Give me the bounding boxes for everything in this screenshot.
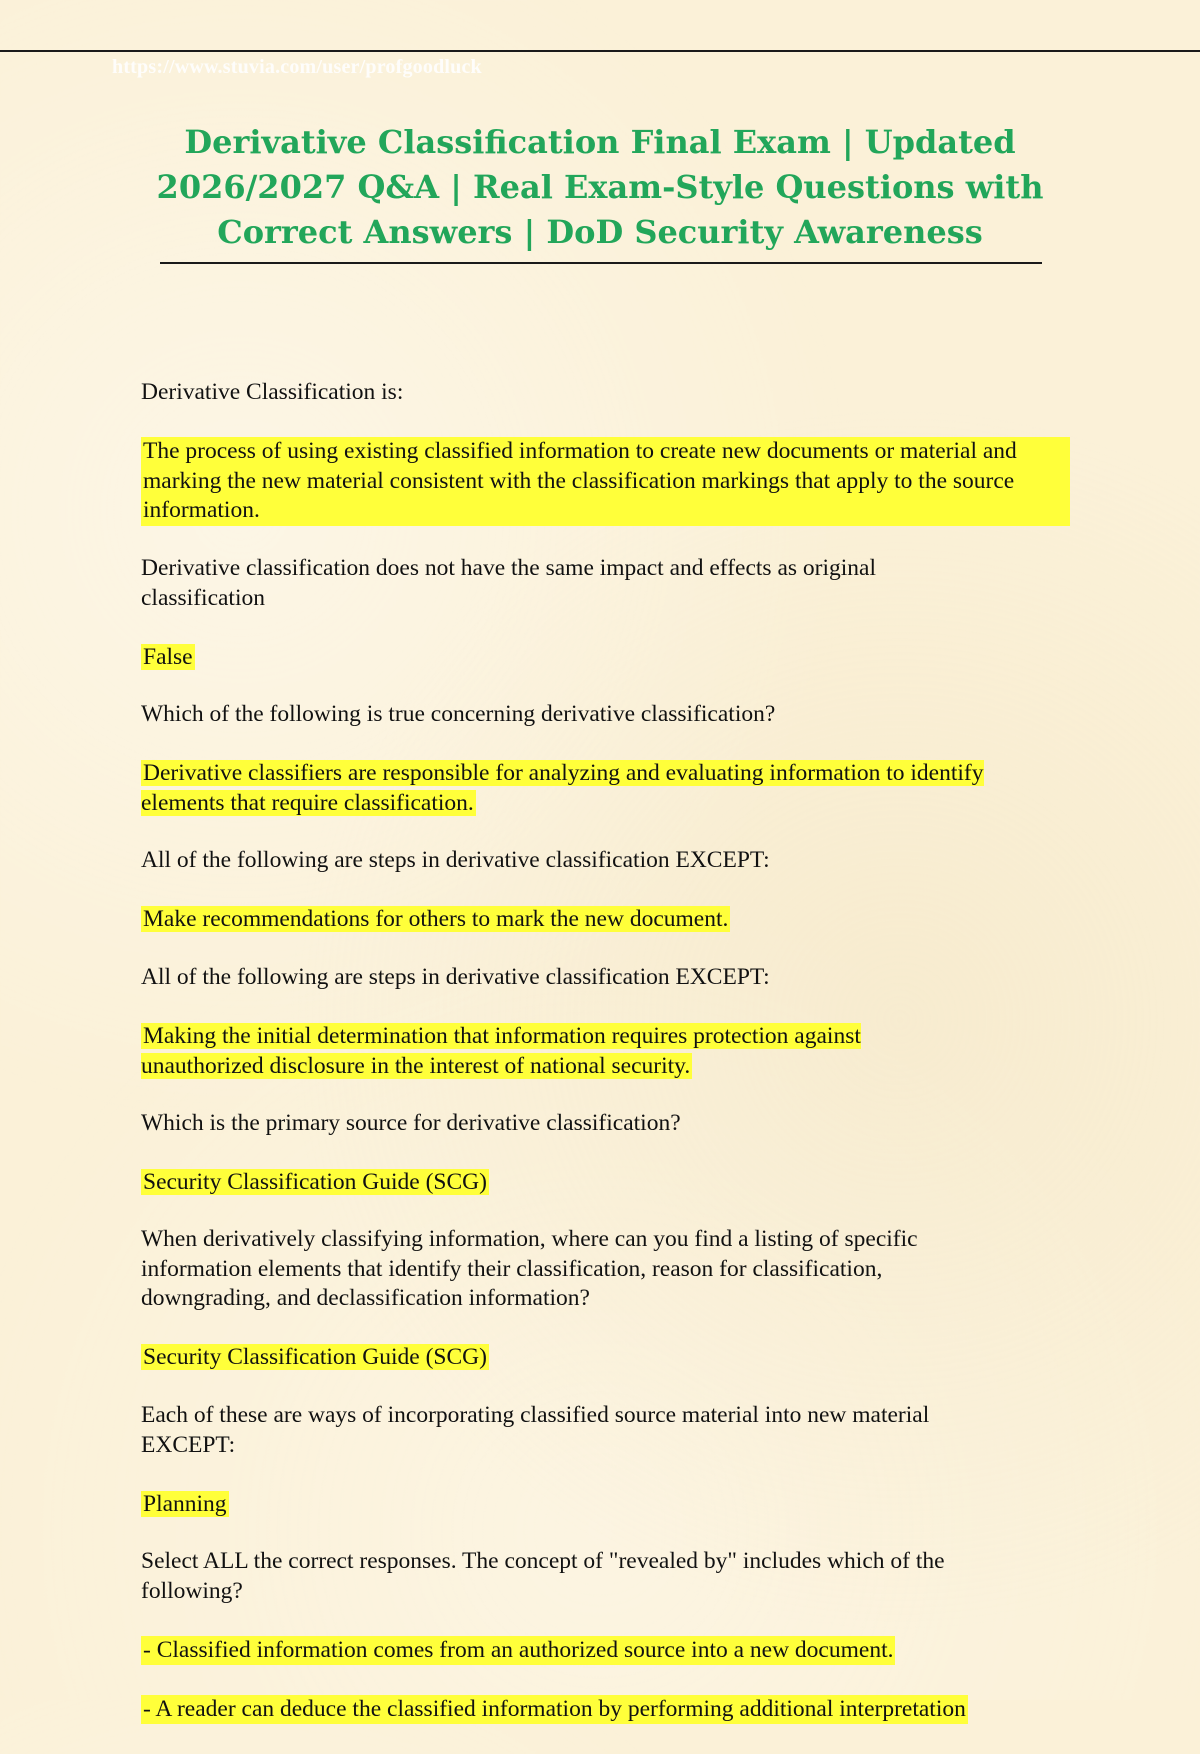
highlighted-answer: Planning <box>143 1490 227 1517</box>
answer-text <box>141 408 1081 556</box>
highlighted-answer: Making the initial determination that information requires protection against unauthorized disclosure in the interest of national security. <box>141 1023 861 1079</box>
answer-text <box>141 730 1001 819</box>
answer-text <box>141 993 971 1082</box>
answer-text <box>141 1314 1081 1373</box>
answer-text <box>141 613 1081 672</box>
answer-text <box>141 1139 1081 1198</box>
question-text: Derivative classification does not have the same impact and effects as original classification <box>141 555 876 611</box>
question-text: Derivative Classification is: <box>141 379 404 405</box>
qa-item <box>141 700 1081 818</box>
question-text: All of the following are steps in derivative classification EXCEPT: <box>141 847 770 873</box>
title-underline <box>160 262 1042 264</box>
highlighted-answer: The process of using existing classified information to create new documents or material and marking the new material consistent with the classification markings that apply to the source information. <box>141 437 1070 526</box>
highlighted-answer: False <box>143 643 193 670</box>
highlighted-answer: Make recommendations for others to mark the new document. <box>143 906 729 932</box>
qa-item <box>141 1225 1081 1373</box>
highlighted-answer: - A reader can deduce the classified information by performing additional interpretation <box>141 1695 968 1725</box>
highlighted-answer: Derivative classifiers are responsible for analyzing and evaluating information to identify elements that require classification. <box>141 760 984 816</box>
qa-item <box>141 846 1081 935</box>
answer-text <box>141 876 1081 935</box>
qa-item <box>141 1547 1081 1754</box>
qa-item <box>141 378 1081 555</box>
answer-text <box>141 1460 1081 1519</box>
highlighted-answer: - Classified information comes from an authorized source into a new document. <box>141 1636 895 1666</box>
answer-text <box>141 1606 1081 1754</box>
question-text: Which of the following is true concerning derivative classification? <box>141 701 776 727</box>
qa-item <box>141 1401 1081 1519</box>
header-rule <box>0 50 1200 52</box>
qa-item <box>141 554 1081 672</box>
qa-item <box>141 1109 1081 1198</box>
source-url-watermark: https://www.stuvia.com/user/profgoodluck <box>112 56 482 78</box>
document-title: Derivative Classification Final Exam | Updated 2026/2027 Q&A | Real Exam-Style Questions with Correct Answers | DoD Security Awareness <box>156 123 1044 251</box>
question-text: When derivatively classifying information, where can you find a listing of specific information elements that identify their classification, reason for classification, downgrading, and declassification information? <box>141 1226 918 1311</box>
highlighted-answer: Security Classification Guide (SCG) <box>143 1344 487 1370</box>
question-text: Which is the primary source for derivative classification? <box>141 1110 681 1136</box>
question-text: Each of these are ways of incorporating classified source material into new material EXCEPT: <box>141 1402 930 1458</box>
question-text: Select ALL the correct responses. The concept of "revealed by" includes which of the following? <box>141 1548 945 1604</box>
qa-item <box>141 963 1081 1081</box>
question-text: All of the following are steps in derivative classification EXCEPT: <box>141 964 770 990</box>
highlighted-answer: Security Classification Guide (SCG) <box>143 1169 487 1195</box>
